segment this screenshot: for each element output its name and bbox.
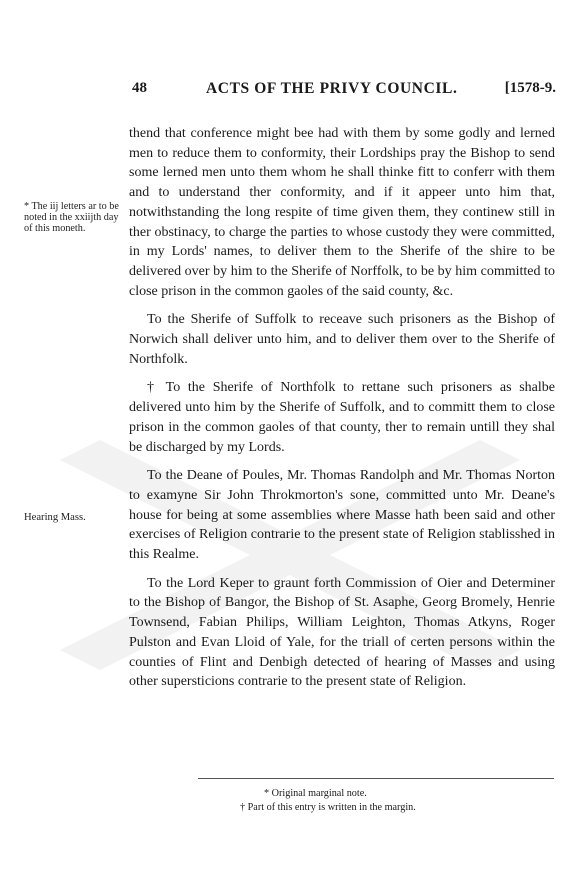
running-title: ACTS OF THE PRIVY COUNCIL.: [206, 80, 458, 97]
footnote-part-in-margin: † Part of this entry is written in the margin.: [240, 802, 416, 813]
body-text: [129, 124, 555, 692]
page-number: 48: [132, 80, 147, 96]
margin-note-hearing-mass: Hearing Mass.: [24, 512, 86, 523]
margin-note-letters: * The iij letters ar to be noted in the xxiijth day of this moneth.: [24, 201, 119, 234]
footnote-original-marginal: * Original marginal note.: [264, 788, 367, 799]
paragraph-lord-keper: To the Lord Keper to graunt forth Commission of Oier and Determiner to the Bishop of Bangor, the Bishop of St. Asaphe, Georg Bromely, Henrie Townsend, Fabian Philips, William Leighton, Thomas Atkyns, Roger Pulston and Evan Lloid of Yale, for the triall of certen persons within the counties of Flint and Denbigh detected of hearing of Masses and using other supersticions contrarie to the present state of Religion.: [129, 575, 555, 690]
paragraph-conference: thend that conference might bee had with them by some godly and lerned men to reduce them to conformity, their Lordships pray the Bishop to send some lerned men unto them whom he shall thinke fitt to conferr with them and to understand ther conformity, and if it appeer unto him that, notwithstanding the long respite of time given them, they continew still in ther obstinacy, to charge the parties to whose custody they were committed, in my Lords' names, to deliver them to the Sherife of the shire to be delivered over by him to the Sherife of Norffolk, to be by him committed to close prison in the common gaoles of the said county, &c.: [129, 126, 555, 299]
paragraph-sherife-suffolk: To the Sherife of Suffolk to receave such prisoners as the Bishop of Norwich shall deliver unto him, and to deliver them over to the Sherife of Northfolk.: [129, 312, 555, 367]
paragraph-sherife-northfolk: † To the Sherife of Northfolk to rettane such prisoners as shalbe delivered unto him by the Sherife of Suffolk, and to committ them to close prison in the common gaoles of that county, ther to remain untill they shal be discharged by my Lords.: [129, 380, 555, 455]
year-range: [1578-9.: [504, 80, 556, 96]
footnote-rule: [198, 778, 554, 779]
paragraph-deane-of-poules: To the Deane of Poules, Mr. Thomas Randolph and Mr. Thomas Norton to examyne Sir John Throkmorton's sone, committed unto Mr. Deane's house for being at some assemblies where Masse hath been said and other exercises of Religion contrarie to the present state of Religion stablisshed in this Realme.: [129, 468, 555, 563]
footnotes: [240, 787, 540, 815]
running-header: [132, 80, 556, 102]
